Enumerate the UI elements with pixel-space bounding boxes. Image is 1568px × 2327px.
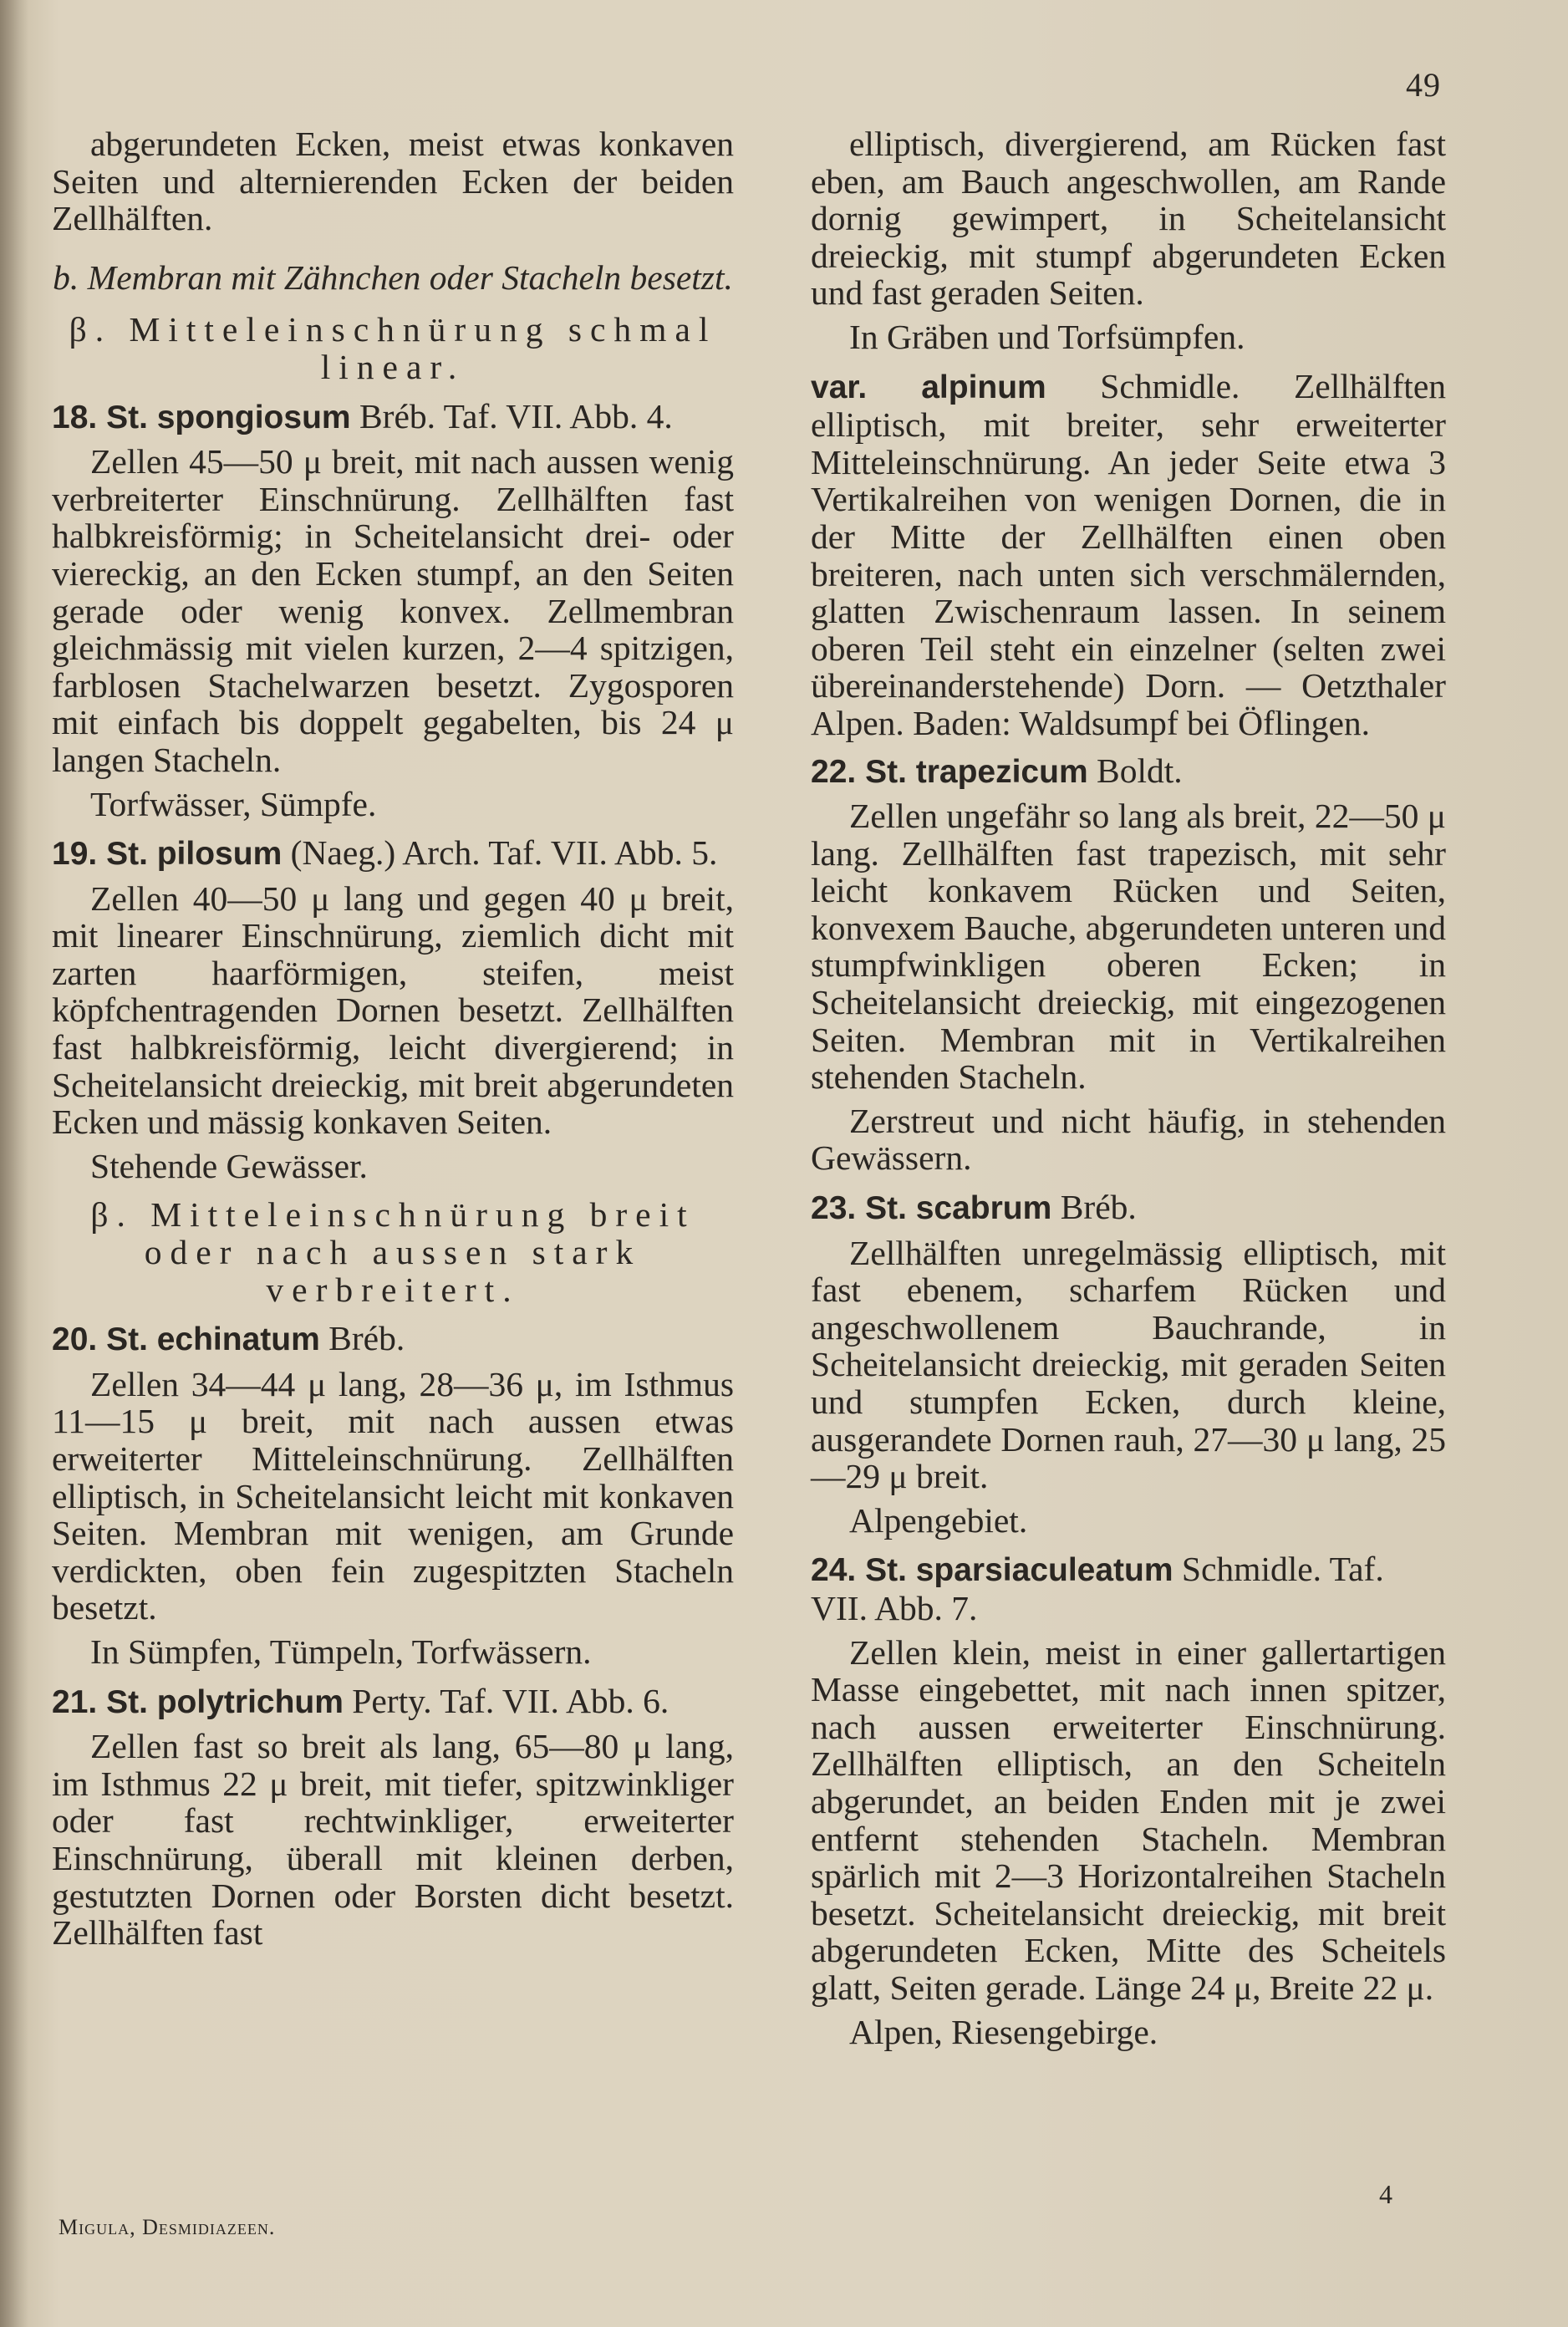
species-name: St. sparsiaculeatum bbox=[865, 1552, 1173, 1589]
description-paragraph: Zellen ungefähr so lang als breit, 22—50 μ lang. Zellhälften fast trapezisch, mit sehr leicht konkavem Rücken und Seiten, konvexem Bauche, abgerundeten unteren und stumpfwinkligen oberen Ecken; in Scheitelansicht dreieckig, mit eingezogenen Seiten. Membran mit in Vertikalreihen stehenden Stacheln. bbox=[811, 797, 1446, 1097]
species-author: Bréb. Taf. VII. Abb. 4. bbox=[359, 396, 673, 435]
species-entry-heading bbox=[52, 1683, 734, 1722]
species-number-name bbox=[811, 1190, 1051, 1226]
species-number: 24. bbox=[811, 1552, 857, 1589]
species-author: Perty. Taf. VII. Abb. 6. bbox=[352, 1681, 669, 1720]
description-paragraph: abgerundeten Ecken, meist etwas konkaven Seiten und alternierenden Ecken der beiden Zellhälften. bbox=[52, 125, 734, 238]
page-number: 49 bbox=[1406, 66, 1441, 104]
species-author: Schmidle. Taf. VII. Abb. 7. bbox=[811, 1550, 1384, 1627]
species-entry-heading bbox=[52, 1320, 734, 1359]
description-paragraph: Zellen 34—44 μ lang, 28—36 μ, im Isthmus 11—15 μ breit, mit nach aussen etwas erweiterter Mitteleinschnürung. Zellhälften elliptisch, in Scheitelansicht leicht mit konkaven Seiten. Membran mit wenigen, am Grunde verdickten, oben fein zugespitzten Stacheln besetzt. bbox=[52, 1364, 734, 1627]
species-entry-heading bbox=[811, 752, 1446, 792]
species-name: St. polytrichum bbox=[106, 1683, 344, 1720]
footer-author-title: Migula, Desmidiazeen. bbox=[59, 2215, 276, 2239]
habitat-note: Alpen, Riesengebirge. bbox=[849, 2012, 1158, 2051]
species-number: 18. bbox=[52, 399, 98, 435]
species-author: Boldt. bbox=[1097, 751, 1183, 790]
left-column bbox=[52, 125, 734, 1958]
description-paragraph: Zellen 45—50 μ breit, mit nach aussen wenig verbreiterter Einschnürung. Zellhälften fast halbkreisförmig; in Scheitelansicht drei- oder viereckig, an den Ecken stumpf, an den Seiten gerade oder wenig konvex. Zellmembran gleichmässig mit vielen kurzen, 2—4 spitzigen, farblosen Stachelwarzen besetzt. Zygosporen mit einfach bis doppelt gegabelten, bis 24 μ langen Stacheln. bbox=[52, 442, 734, 779]
variety-entry bbox=[811, 368, 1446, 742]
species-entry-heading bbox=[811, 1550, 1446, 1627]
species-author: (Naeg.) Arch. Taf. VII. Abb. 5. bbox=[290, 833, 718, 873]
group-heading: β. Mitteleinschnürung breit oder nach aussen stark verbreitert. bbox=[90, 1195, 695, 1309]
species-author: Bréb. bbox=[328, 1319, 405, 1358]
habitat-note: Stehende Gewässer. bbox=[90, 1146, 368, 1185]
section-subheading: b. Membran mit Zähnchen oder Stacheln besetzt. bbox=[53, 257, 733, 297]
species-name: St. scabrum bbox=[865, 1190, 1052, 1227]
species-number-name bbox=[811, 754, 1088, 790]
species-number: 22. bbox=[811, 753, 857, 790]
species-name: St. pilosum bbox=[106, 836, 283, 873]
species-author: Bréb. bbox=[1060, 1188, 1137, 1227]
variety-name: var. alpinum bbox=[811, 369, 1046, 405]
habitat-note: Torfwässer, Sümpfe. bbox=[90, 784, 377, 823]
species-name: St. spongiosum bbox=[106, 399, 351, 435]
species-name: St. echinatum bbox=[106, 1321, 320, 1358]
species-entry-heading bbox=[52, 398, 734, 437]
habitat-note: In Sümpfen, Tümpeln, Torfwässern. bbox=[90, 1632, 592, 1671]
species-number-name bbox=[52, 1684, 344, 1720]
description-paragraph: elliptisch, divergierend, am Rücken fast eben, am Bauch angeschwollen, am Rande dornig gewimpert, in Scheitelansicht dreieckig, mit stumpf abgerundeten Ecken und fast geraden Seiten. bbox=[811, 125, 1446, 313]
signature-mark: 4 bbox=[1379, 2179, 1392, 2209]
binding-shadow bbox=[0, 0, 28, 2327]
species-number: 23. bbox=[811, 1190, 857, 1227]
right-column bbox=[811, 125, 1446, 2062]
species-number-name bbox=[811, 1552, 1173, 1588]
description-paragraph: Zellhälften unregelmässig elliptisch, mit fast ebenem, scharfem Rücken und angeschwollenem Bauchrande, in Scheitelansicht dreieckig, mit geraden Seiten und stumpfen Ecken, durch kleine, ausgerandete Dornen rauh, 27—30 μ lang, 25—29 μ breit. bbox=[811, 1233, 1446, 1496]
species-entry-heading bbox=[52, 834, 734, 873]
description-paragraph: Zellen klein, meist in einer gallertartigen Masse eingebettet, mit nach innen spitzer, nach aussen erweiterter Einschnürung. Zellhälften elliptisch, an den Scheiteln abgerundet, an beiden Enden mit je zwei entfernt stehenden Stacheln. Membran spärlich mit 2—3 Horizontalreihen Stacheln besetzt. Scheitelansicht dreieckig, mit breit abgerundeten Ecken, Mitte des Scheitels glatt, Seiten gerade. Länge 24 μ, Breite 22 μ. bbox=[811, 1632, 1446, 2007]
species-entry-heading bbox=[811, 1189, 1446, 1228]
habitat-note: Zerstreut und nicht häufig, in stehenden Gewässern. bbox=[811, 1101, 1446, 1178]
species-number: 19. bbox=[52, 836, 98, 873]
species-name: St. trapezicum bbox=[865, 753, 1088, 790]
species-number: 21. bbox=[52, 1683, 98, 1720]
description-paragraph: Zellen 40—50 μ lang und gegen 40 μ breit, mit linearer Einschnürung, ziemlich dicht mit zarten haarförmigen, steifen, meist köpfchentragenden Dornen besetzt. Zellhälften fast halbkreisförmig, leicht divergierend; in Scheitelansicht dreieckig, mit breit abgerundeten Ecken und mässig konkaven Seiten. bbox=[52, 878, 734, 1142]
species-number-name bbox=[52, 400, 351, 435]
description-paragraph: Zellen fast so breit als lang, 65—80 μ lang, im Isthmus 22 μ breit, mit tiefer, spitzwinkliger oder fast rechtwinkliger, erweiterter Einschnürung, überall mit kleinen derben, gestutzten Dornen oder Borsten dicht besetzt. Zellhälften fast bbox=[52, 1727, 734, 1953]
habitat-note: In Gräben und Torfsümpfen. bbox=[849, 317, 1245, 356]
habitat-note: Alpengebiet. bbox=[849, 1500, 1028, 1540]
species-number-name bbox=[52, 1321, 320, 1357]
group-heading: β. Mitteleinschnürung schmal linear. bbox=[69, 310, 717, 386]
species-number: 20. bbox=[52, 1321, 98, 1358]
species-number-name bbox=[52, 836, 282, 872]
variety-author: Schmidle. bbox=[1100, 366, 1240, 405]
variety-description: Zellhälften elliptisch, mit breiter, sehr erweiterter Mitteleinschnürung. An jeder Seite etwa 3 Vertikalreihen von wenigen Dornen, die in der Mitte der Zellhälften einen oben breiteren, nach unten sich verschmälernden, glatten Zwischenraum lassen. In seinem oberen Teil steht ein einzelner (selten zwei übereinanderstehende) Dorn. — Oetzthaler Alpen. Baden: Waldsumpf bei Öflingen. bbox=[811, 366, 1446, 742]
